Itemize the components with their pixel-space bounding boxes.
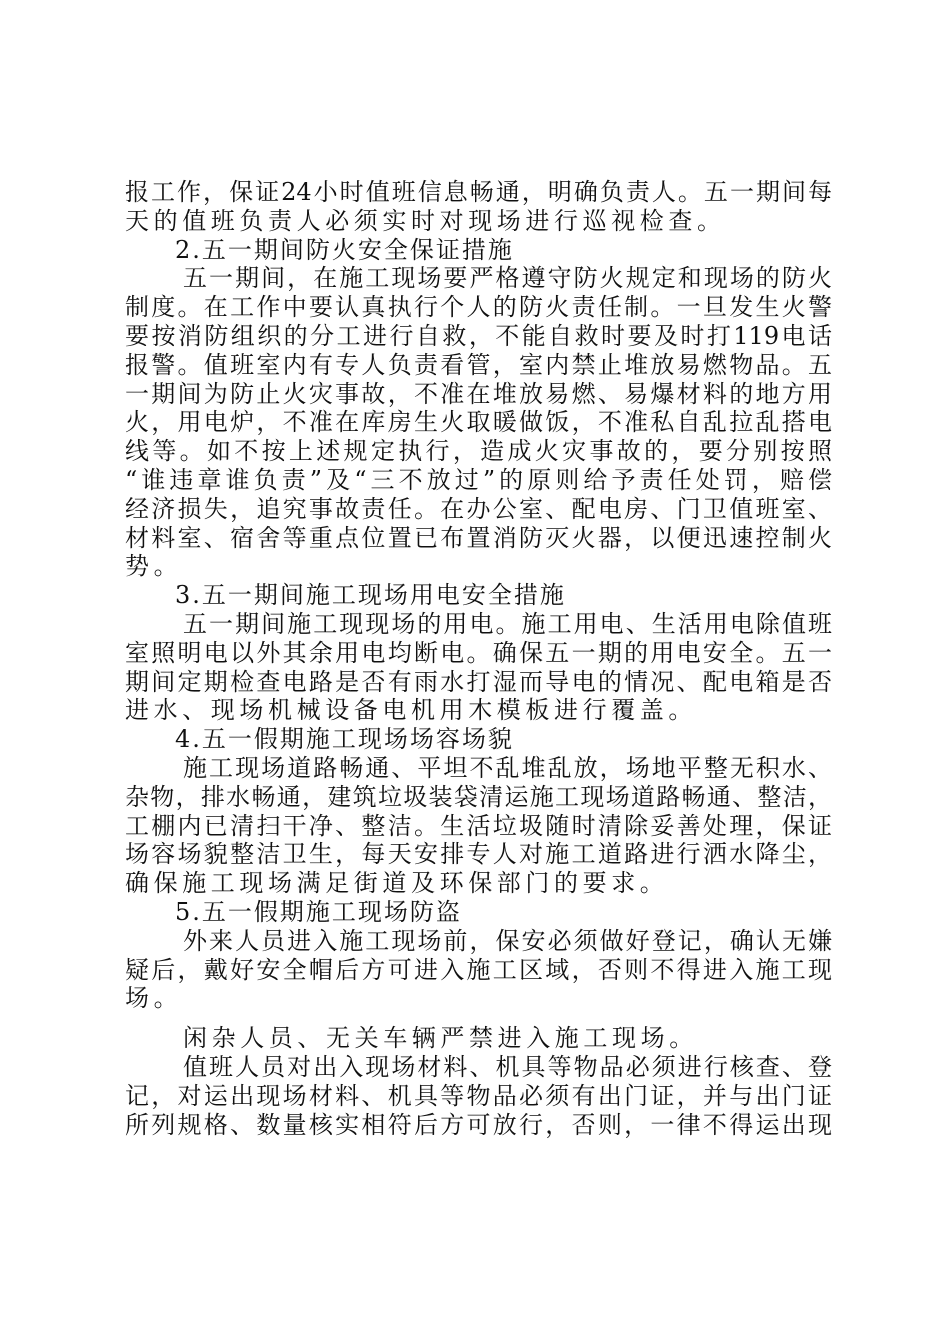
text-line: 报警。值班室内有专人负责看管，室内禁止堆放易燃物品。五 (125, 350, 832, 379)
text-line: 5.五一假期施工现场防盗 (175, 897, 462, 926)
text-line: 一期间为防止火灾事故，不准在堆放易燃、易爆材料的地方用 (125, 379, 832, 408)
text-line: “谁违章谁负责”及“三不放过”的原则给予责任处罚，赔偿 (125, 465, 832, 494)
text-line: 疑后，戴好安全帽后方可进入施工区域，否则不得进入施工现 (125, 955, 832, 984)
text-line: 确保施工现场满足街道及环保部门的要求。 (125, 869, 669, 898)
text-line: 材料室、宿舍等重点位置已布置消防灭火器，以便迅速控制火 (125, 523, 832, 552)
paragraph (125, 927, 832, 1013)
text-line: 场。 (125, 984, 183, 1013)
text-line: 室照明电以外其余用电均断电。确保五一期的用电安全。五一 (125, 638, 832, 667)
text-line: 线等。如不按上述规定执行，造成火灾事故的，要分别按照 (125, 437, 832, 466)
paragraph (125, 264, 832, 581)
text-line: 期间定期检查电路是否有雨水打湿而导电的情况、配电箱是否 (125, 667, 832, 696)
text-line: 势。 (125, 552, 183, 581)
text-line: 要按消防组织的分工进行自救，不能自救时要及时打119电话 (125, 321, 832, 350)
text-line: 制度。在工作中要认真执行个人的防火责任制。一旦发生火警 (125, 293, 832, 322)
section-heading (125, 236, 832, 265)
text-line: 工棚内已清扫干净、整洁。生活垃圾随时清除妥善处理，保证 (125, 811, 832, 840)
text-line: 进水、现场机械设备电机用木模板进行覆盖。 (125, 696, 697, 725)
section-heading (125, 898, 832, 927)
text-line: 火，用电炉，不准在库房生火取暖做饭，不准私自乱拉乱搭电 (125, 408, 832, 437)
text-line: 闲杂人员、无关车辆严禁进入施工现场。 (183, 1024, 698, 1053)
section-heading (125, 725, 832, 754)
text-line: 天的值班负责人必须实时对现场进行巡视检查。 (125, 206, 726, 235)
text-line: 施工现场道路畅通、平坦不乱堆乱放，场地平整无积水、 (183, 753, 832, 782)
text-line: 场容场貌整洁卫生，每天安排专人对施工道路进行洒水降尘， (125, 840, 832, 869)
text-line: 杂物，排水畅通，建筑垃圾装袋清运施工现场道路畅通、整洁， (125, 782, 832, 811)
text-line: 值班人员对出入现场材料、机具等物品必须进行核查、登 (183, 1052, 832, 1081)
text-line: 所列规格、数量核实相符后方可放行，否则，一律不得运出现 (125, 1110, 832, 1139)
paragraph (125, 1053, 832, 1139)
text-line: 记，对运出现场材料、机具等物品必须有出门证，并与出门证 (125, 1081, 832, 1110)
text-line: 外来人员进入施工现场前，保安必须做好登记，确认无嫌 (183, 926, 832, 955)
document-page (125, 178, 832, 1139)
paragraph (125, 754, 832, 898)
paragraph (125, 610, 832, 725)
text-line: 3.五一期间施工现场用电安全措施 (175, 581, 566, 610)
text-line: 五一期间施工现现场的用电。施工用电、生活用电除值班 (183, 609, 832, 638)
text-line: 五一期间，在施工现场要严格遵守防火规定和现场的防火 (183, 264, 832, 293)
text-line: 报工作，保证24小时值班信息畅通，明确负责人。五一期间每 (125, 178, 832, 206)
section-heading (125, 581, 832, 610)
paragraph (125, 178, 832, 236)
paragraph (125, 1024, 832, 1053)
text-line: 2.五一期间防火安全保证措施 (175, 235, 514, 264)
text-line: 4.五一假期施工现场场容场貌 (175, 725, 514, 754)
text-line: 经济损失，追究事故责任。在办公室、配电房、门卫值班室、 (125, 494, 832, 523)
